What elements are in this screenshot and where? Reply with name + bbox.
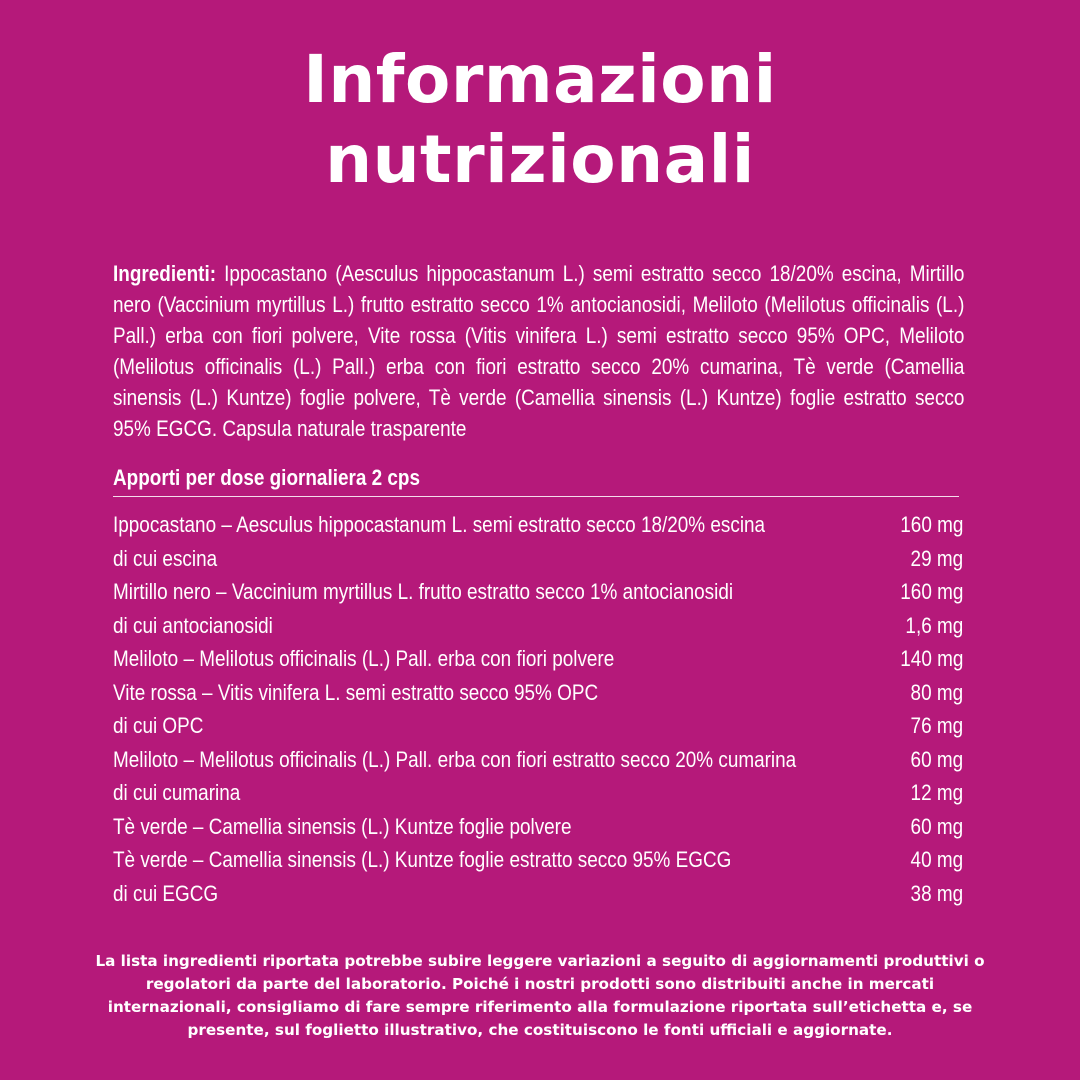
row-value: 140 mg (899, 646, 963, 671)
table-row (113, 542, 963, 576)
row-value: 40 mg (910, 847, 963, 872)
row-name: di cui escina (113, 545, 218, 571)
row-name: Vite rossa – Vitis vinifera L. semi estratto secco 95% OPC (113, 679, 599, 705)
disclaimer-text: La lista ingredienti riportata potrebbe subire leggere variazioni a seguito di aggiornamenti produttivi o regolatori da parte del laboratorio. Poiché i nostri prodotti sono distribuiti anche in mercati internazionali, consigliamo di fare sempre riferimento alla formulazione riportata sull’etichetta e, se presente, sul foglietto illustrativo, che costituiscono le fonti ufficiali e aggiornate. (95, 952, 985, 1039)
table-row (113, 575, 963, 609)
row-value: 60 mg (910, 813, 963, 839)
row-name: Meliloto – Melilotus officinalis (L.) Pall. erba con fiori polvere (113, 646, 615, 671)
table-row (113, 676, 963, 710)
ingredients-paragraph (113, 258, 964, 444)
row-value: 60 mg (910, 746, 963, 772)
row-name: Ippocastano – Aesculus hippocastanum L. semi estratto secco 18/20% escina (113, 512, 766, 537)
row-name: Meliloto – Melilotus officinalis (L.) Pall. erba con fiori estratto secco 20% cumarina (113, 746, 797, 772)
table-row (113, 609, 963, 643)
table-row (113, 776, 963, 810)
apporti-heading: Apporti per dose giornaliera 2 cps (113, 465, 421, 490)
page-title (0, 40, 1080, 200)
row-value: 29 mg (910, 545, 963, 571)
table-row (113, 642, 963, 676)
table-row (113, 709, 963, 743)
table-row (113, 508, 963, 542)
row-value: 80 mg (910, 679, 963, 705)
page-title-line-2: nutrizionali (325, 121, 755, 198)
ingredients-text: Ippocastano (Aesculus hippocastanum L.) semi estratto secco 18/20% escina, Mirtillo nero (Vaccinium myrtillus L.) frutto estratto secco 1% antocianosidi, Meliloto (Melilotus officinalis (L.) Pall.) erba con fiori polvere, Vite rossa (Vitis vinifera L.) semi estratto secco 95% OPC, Meliloto (Melilotus officinalis (L.) Pall.) erba con fiori estratto secco 20% cumarina, Tè verde (Camellia sinensis (L.) Kuntze) foglie polvere, Tè verde (Camellia sinensis (L.) Kuntze) foglie estratto secco 95% EGCG. Capsula naturale trasparente (113, 261, 965, 441)
table-row (113, 810, 963, 844)
row-name: di cui cumarina (113, 780, 241, 805)
row-name: di cui antocianosidi (113, 612, 273, 638)
row-name: Mirtillo nero – Vaccinium myrtillus L. frutto estratto secco 1% antocianosidi (113, 579, 734, 604)
nutrition-table (113, 508, 963, 910)
row-value: 160 mg (899, 579, 963, 604)
row-name: Tè verde – Camellia sinensis (L.) Kuntze foglie polvere (113, 813, 572, 839)
row-name: Tè verde – Camellia sinensis (L.) Kuntze foglie estratto secco 95% EGCG (113, 847, 732, 872)
row-value: 1,6 mg (905, 612, 963, 638)
table-row (113, 743, 963, 777)
row-value: 12 mg (910, 780, 963, 805)
page-title-line-1: Informazioni (303, 41, 777, 118)
table-row (113, 843, 963, 877)
divider (113, 496, 959, 497)
ingredients-label: Ingredienti: (113, 261, 217, 286)
row-name: di cui OPC (113, 713, 204, 738)
table-row (113, 877, 963, 911)
row-value: 76 mg (910, 713, 963, 738)
row-value: 38 mg (910, 880, 963, 906)
row-name: di cui EGCG (113, 880, 219, 906)
row-value: 160 mg (899, 512, 963, 537)
